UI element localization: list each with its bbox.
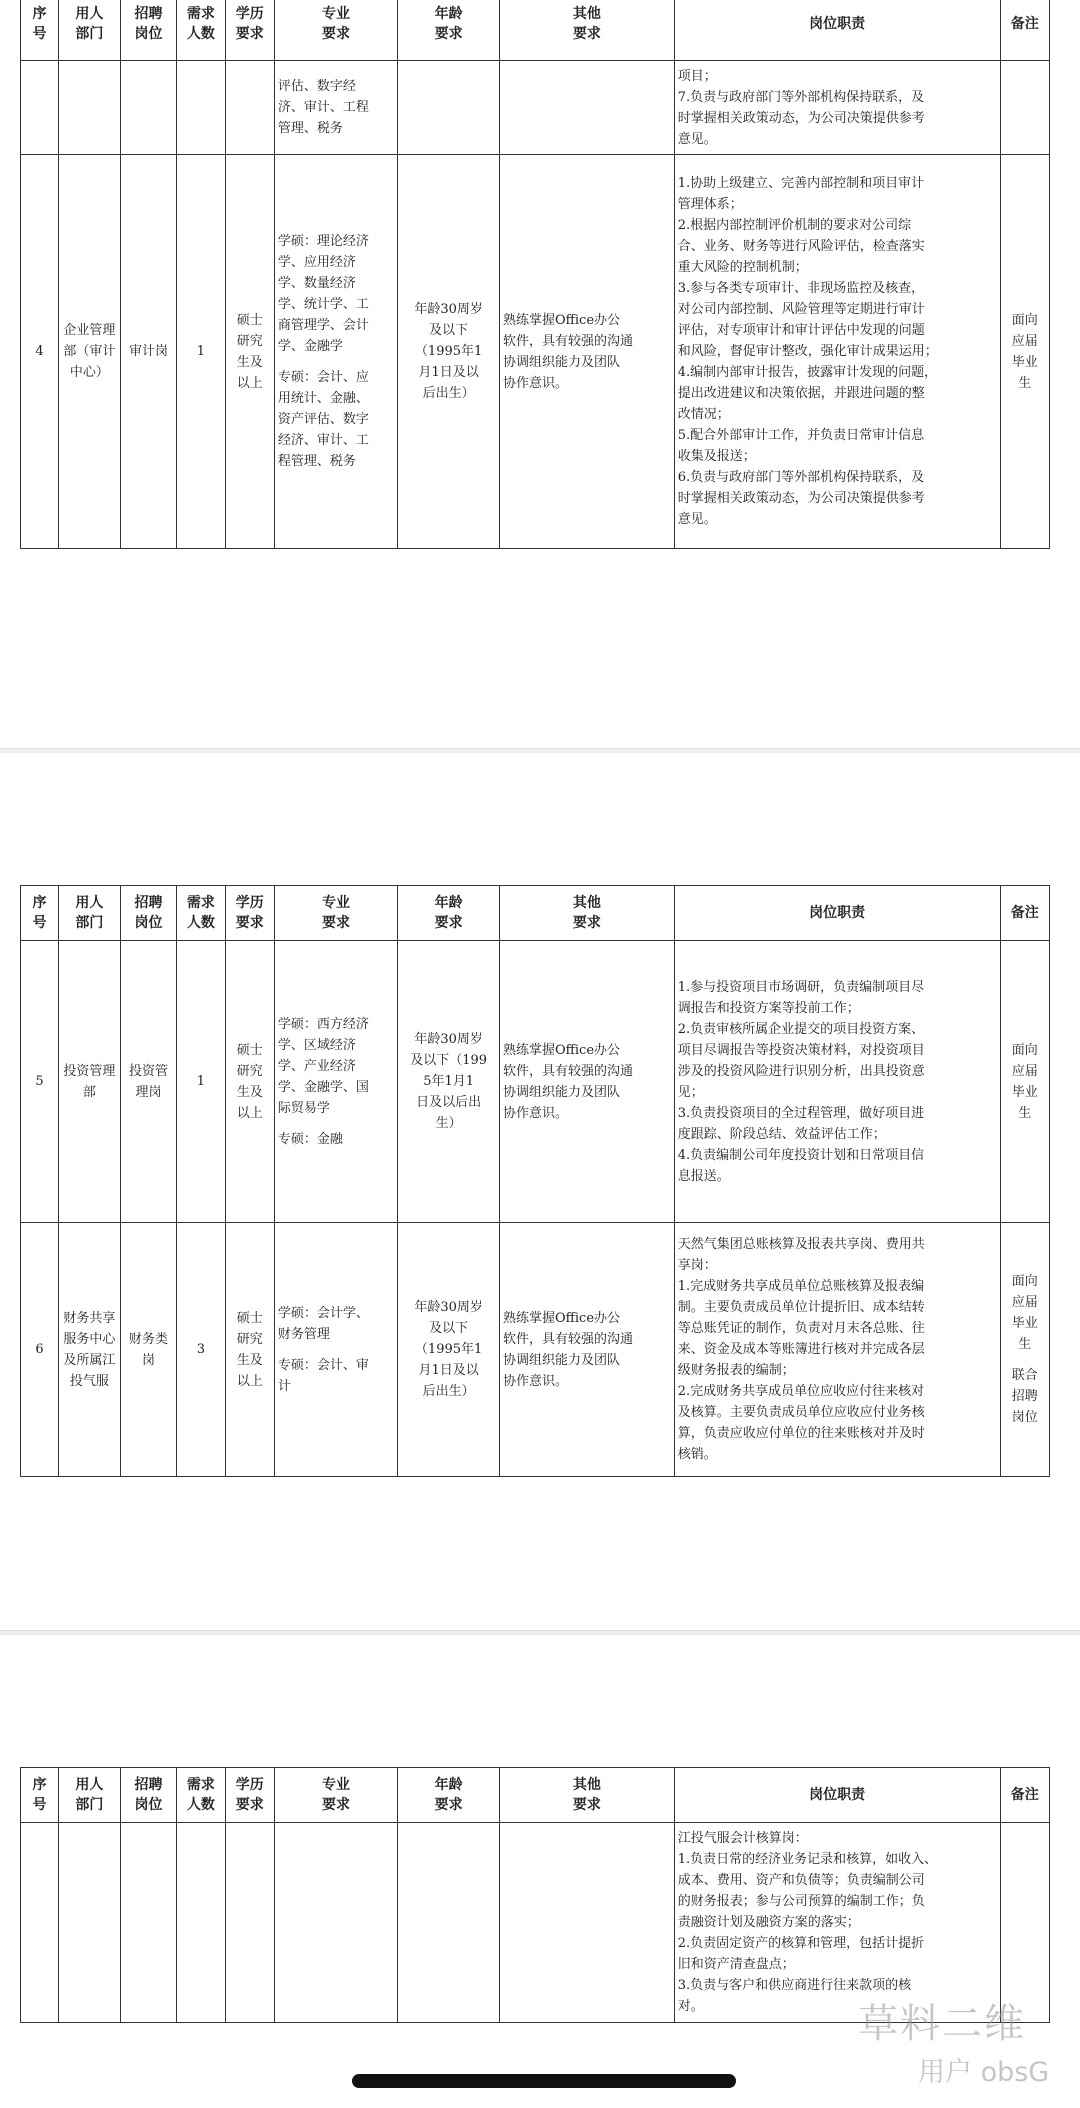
header-age: 年龄 要求 <box>398 0 500 61</box>
text-line: 熟练掌握Office办公 <box>502 312 621 328</box>
text-line: 1.参与投资项目市场调研，负责编制项目尽 <box>677 979 925 995</box>
header-count: 需求 人数 <box>177 1768 225 1823</box>
cell-post <box>120 941 177 1223</box>
table-header-row <box>21 886 1050 941</box>
text-line: 熟练掌握Office办公 <box>502 1042 621 1058</box>
header-note: 备注 <box>1000 886 1049 941</box>
cell-no <box>21 1823 59 2023</box>
text-line: 协调组织能力及团队 <box>502 1352 620 1368</box>
text-line: 收集及报送； <box>677 449 756 464</box>
text-line: 提出改进建议和决策依据，并跟进问题的整 <box>677 386 925 401</box>
text-line: 年龄30周岁 <box>414 1032 483 1047</box>
text-line: 协调组织能力及团队 <box>502 1084 620 1100</box>
cell-count: 1 <box>177 941 225 1223</box>
text-line: 改情况； <box>677 407 730 422</box>
text-line: 中心） <box>69 365 109 380</box>
cell-no <box>21 61 59 155</box>
text-line: 计 <box>277 1378 291 1394</box>
text-line: 年龄30周岁 <box>414 302 483 317</box>
text-line: 项目； <box>677 68 717 84</box>
cell-age <box>398 61 500 155</box>
cell-edu <box>225 61 274 155</box>
text-line: 招聘 <box>1011 1389 1038 1404</box>
header-dept: 用人 部门 <box>59 0 121 61</box>
cell-duty <box>674 61 1000 155</box>
text-line: 协作意识。 <box>502 375 568 391</box>
text-line: 江投气服会计核算岗： <box>677 1831 808 1846</box>
line-gap <box>278 1345 394 1355</box>
text-line: 应届 <box>1011 1063 1038 1079</box>
cell-no: 6 <box>21 1223 59 1477</box>
text-line: 学、数量经济 <box>277 276 356 291</box>
text-line: 3.负责与客户和供应商进行往来款项的核 <box>677 1978 912 1993</box>
text-line: 2.完成财务共享成员单位应收应付往来核对 <box>677 1384 925 1399</box>
text-line: 生及 <box>236 354 263 370</box>
text-line: 合、业务、财务等进行风险评估，检查落实 <box>677 239 925 254</box>
text-line: 4.负责编制公司年度投资计划和日常项目信 <box>677 1147 925 1163</box>
text-line: 3.参与各类专项审计、非现场监控及核查， <box>677 281 925 296</box>
text-line: 学硕：理论经济 <box>277 234 369 249</box>
text-line: 涉及的投资风险进行识别分析，出具投资意 <box>677 1063 925 1079</box>
text-line: 级财务报表的编制； <box>677 1363 795 1378</box>
text-line: 专硕：会计、审 <box>277 1357 369 1373</box>
text-line: 际贸易学 <box>277 1100 330 1116</box>
table-row-continued <box>21 61 1050 155</box>
text-line: 4.编制内部审计报告，披露审计发现的问题， <box>677 365 938 380</box>
text-line: 后出生） <box>422 386 475 401</box>
header-post: 招聘 岗位 <box>120 886 177 941</box>
text-line: 后出生） <box>422 1384 475 1399</box>
text-line: 时掌握相关政策动态，为公司决策提供参考 <box>677 110 925 126</box>
cell-major <box>274 1823 397 2023</box>
recruitment-table-page-2 <box>20 885 1050 1477</box>
text-line: 意见。 <box>677 131 717 147</box>
text-line: 财务管理 <box>277 1326 330 1342</box>
text-line: 硕士 <box>236 1310 263 1326</box>
text-line: 毕业 <box>1011 1316 1038 1331</box>
document-page-1 <box>0 0 1080 748</box>
text-line: 协调组织能力及团队 <box>502 354 620 370</box>
text-line: 用统计、金融、 <box>277 391 369 406</box>
cell-major <box>274 61 397 155</box>
text-line: 生） <box>435 1116 462 1131</box>
text-line: 熟练掌握Office办公 <box>502 1310 621 1326</box>
text-line: 专硕：会计、应 <box>277 370 369 385</box>
cell-note <box>1000 1223 1049 1477</box>
text-line: 研究 <box>236 1063 263 1079</box>
text-line: 岗位 <box>1011 1410 1038 1425</box>
cell-no: 5 <box>21 941 59 1223</box>
text-line: 服务中心 <box>63 1331 116 1347</box>
document-page-2 <box>0 753 1080 1630</box>
home-indicator-bar[interactable] <box>352 2074 736 2088</box>
header-major: 专业 要求 <box>274 886 397 941</box>
text-line: 生及 <box>236 1084 263 1100</box>
cell-edu <box>225 155 274 549</box>
text-line: 息报送。 <box>677 1168 730 1184</box>
text-line: 及所属江 <box>63 1352 116 1368</box>
text-line: 以上 <box>236 375 263 391</box>
text-line: 2.负责审核所属企业提交的项目投资方案、 <box>677 1021 925 1037</box>
text-line: 协作意识。 <box>502 1373 568 1389</box>
text-line: 部（审计 <box>63 344 116 359</box>
header-duty: 岗位职责 <box>674 0 1000 61</box>
cell-major <box>274 155 397 549</box>
text-line: 济、审计、工程 <box>277 100 369 115</box>
text-line: 生 <box>1018 1337 1032 1352</box>
text-line: 1.负责日常的经济业务记录和核算，如收入、 <box>677 1852 938 1867</box>
text-line: 2.负责固定资产的核算和管理，包括计提折 <box>677 1936 925 1951</box>
header-dept: 用人 部门 <box>59 886 121 941</box>
cell-dept <box>59 1823 121 2023</box>
text-line: 制。主要负责成员单位计提折旧、成本结转 <box>677 1300 925 1315</box>
table-header-row <box>21 0 1050 61</box>
cell-edu <box>225 1823 274 2023</box>
text-line: 1.协助上级建立、完善内部控制和项目审计 <box>677 176 925 191</box>
text-line: 3.负责投资项目的全过程管理，做好项目进 <box>677 1105 925 1121</box>
table-row-5 <box>21 941 1050 1223</box>
text-line: 财务类 <box>128 1331 168 1347</box>
cell-post <box>120 1823 177 2023</box>
cell-count: 3 <box>177 1223 225 1477</box>
text-line: 2.根据内部控制评价机制的要求对公司综 <box>677 218 912 233</box>
text-line: 年龄30周岁 <box>414 1300 483 1315</box>
text-line: 7.负责与政府部门等外部机构保持联系，及 <box>677 89 925 105</box>
text-line: 专硕：金融 <box>277 1131 343 1147</box>
text-line: 面向 <box>1011 1042 1038 1058</box>
header-duty: 岗位职责 <box>674 1768 1000 1823</box>
cell-dept <box>59 61 121 155</box>
text-line: 意见。 <box>677 512 717 527</box>
cell-age <box>398 1823 500 2023</box>
text-line: 对。 <box>677 1999 704 2014</box>
cell-major <box>274 1223 397 1477</box>
text-line: 软件，具有较强的沟通 <box>502 1331 633 1347</box>
text-line: 管理体系； <box>677 197 743 212</box>
cell-other <box>499 61 674 155</box>
text-line: 6.负责与政府部门等外部机构保持联系，及 <box>677 470 925 485</box>
text-line: 享岗： <box>677 1258 717 1273</box>
header-dept: 用人 部门 <box>59 1768 121 1823</box>
text-line: 硕士 <box>236 312 263 328</box>
header-post: 招聘 岗位 <box>120 1768 177 1823</box>
text-line: 毕业 <box>1011 1084 1038 1100</box>
header-other: 其他 要求 <box>499 886 674 941</box>
text-line: 等总账凭证的制作，负责对月末各总账、往 <box>677 1321 925 1336</box>
text-line: 企业管理 <box>63 323 116 338</box>
header-count: 需求 人数 <box>177 886 225 941</box>
header-no: 序 号 <box>21 1768 59 1823</box>
header-note: 备注 <box>1000 0 1049 61</box>
cell-count <box>177 61 225 155</box>
text-line: 算，负责应收应付单位的往来账核对并及时 <box>677 1426 925 1441</box>
text-line: 评估，对专项审计和审计评估中发现的问题 <box>677 323 925 338</box>
text-line: 核销。 <box>677 1447 717 1462</box>
text-line: 联合 <box>1011 1368 1038 1383</box>
text-line: 岗 <box>141 1352 155 1368</box>
cell-dept <box>59 155 121 549</box>
text-line: 学硕：西方经济 <box>277 1016 369 1032</box>
cell-post <box>120 1223 177 1477</box>
text-line: 软件，具有较强的沟通 <box>502 333 633 349</box>
watermark-user-text: 用户 obsG <box>918 2057 1050 2088</box>
text-line: 部 <box>82 1084 96 1100</box>
recruitment-table-page-3 <box>20 1767 1050 2023</box>
table-row-6 <box>21 1223 1050 1477</box>
text-line: 5年1月1 <box>423 1074 475 1089</box>
text-line: 管理、税务 <box>277 121 343 136</box>
text-line: 日及以后出 <box>416 1095 482 1110</box>
text-line: 软件，具有较强的沟通 <box>502 1063 633 1079</box>
text-line: 对公司内部控制、风险管理等定期进行审计 <box>677 302 925 317</box>
header-major: 专业 要求 <box>274 0 397 61</box>
text-line: 投气服 <box>69 1373 109 1389</box>
text-line: 应届 <box>1011 333 1038 349</box>
text-line: 的财务报表；参与公司预算的编制工作；负 <box>677 1894 925 1909</box>
header-count: 需求 人数 <box>177 0 225 61</box>
cell-other <box>499 941 674 1223</box>
cell-note <box>1000 155 1049 549</box>
text-line: 月1日及以 <box>418 1363 479 1378</box>
text-line: 学、统计学、工 <box>277 297 369 312</box>
header-major: 专业 要求 <box>274 1768 397 1823</box>
text-line: 资产评估、数字 <box>277 412 369 427</box>
text-line: 重大风险的控制机制； <box>677 260 808 275</box>
text-line: （1995年1 <box>414 1342 483 1357</box>
cell-count <box>177 1823 225 2023</box>
text-line: 1.完成财务共享成员单位总账核算及报表编 <box>677 1279 925 1294</box>
cell-post: 审计岗 <box>120 155 177 549</box>
cell-other <box>499 155 674 549</box>
text-line: 责融资计划及融资方案的落实； <box>677 1915 860 1930</box>
text-line: 成本、费用、资产和负债等；负责编制公司 <box>677 1873 925 1888</box>
header-duty: 岗位职责 <box>674 886 1000 941</box>
cell-dept <box>59 941 121 1223</box>
text-line: 及以下 <box>429 323 469 338</box>
cell-major <box>274 941 397 1223</box>
text-line: 以上 <box>236 1373 263 1389</box>
table-row-4 <box>21 155 1050 549</box>
text-line: 生及 <box>236 1352 263 1368</box>
cell-no: 4 <box>21 155 59 549</box>
cell-duty <box>674 941 1000 1223</box>
text-line: 来、资金及成本等账簿进行核对并完成各层 <box>677 1342 925 1357</box>
text-line: 程管理、税务 <box>277 454 356 469</box>
cell-other <box>499 1823 674 2023</box>
text-line: 评估、数字经 <box>277 79 356 94</box>
text-line: 财务共享 <box>63 1310 116 1326</box>
text-line: 调报告和投资方案等投前工作； <box>677 1000 860 1016</box>
recruitment-table-page-1 <box>20 0 1050 549</box>
cell-count: 1 <box>177 155 225 549</box>
cell-other <box>499 1223 674 1477</box>
text-line: 见； <box>677 1084 704 1100</box>
text-line: 面向 <box>1011 1274 1038 1289</box>
text-line: 协作意识。 <box>502 1105 568 1121</box>
cell-duty <box>674 1223 1000 1477</box>
cell-edu <box>225 941 274 1223</box>
header-post: 招聘 岗位 <box>120 0 177 61</box>
text-line: 旧和资产清查盘点； <box>677 1957 795 1972</box>
cell-age <box>398 155 500 549</box>
text-line: 以上 <box>236 1105 263 1121</box>
text-line: 投资管理 <box>63 1063 116 1079</box>
table-header-row <box>21 1768 1050 1823</box>
text-line: 商管理学、会计 <box>277 318 369 333</box>
text-line: 及以下 <box>429 1321 469 1336</box>
header-other: 其他 要求 <box>499 0 674 61</box>
text-line: 及以下（199 <box>410 1053 488 1068</box>
text-line: 天然气集团总账核算及报表共享岗、费用共 <box>677 1237 925 1252</box>
header-age: 年龄 要求 <box>398 1768 500 1823</box>
header-edu: 学历 要求 <box>225 886 274 941</box>
cell-duty <box>674 155 1000 549</box>
text-line: 经济、审计、工 <box>277 433 369 448</box>
text-line: 面向 <box>1011 312 1038 328</box>
text-line: 学、应用经济 <box>277 255 356 270</box>
text-line: 和风险，督促审计整改，强化审计成果运用； <box>677 344 938 359</box>
text-line: 5.配合外部审计工作，并负责日常审计信息 <box>677 428 925 443</box>
text-line: 投资管 <box>128 1063 168 1079</box>
text-line: 度跟踪、阶段总结、效益评估工作； <box>677 1126 886 1142</box>
text-line: 毕业 <box>1011 354 1038 370</box>
text-line: 研究 <box>236 1331 263 1347</box>
text-line: 硕士 <box>236 1042 263 1058</box>
text-line: 应届 <box>1011 1295 1038 1310</box>
cell-note <box>1000 941 1049 1223</box>
text-line: 生 <box>1018 1105 1032 1121</box>
text-line: 学、产业经济 <box>277 1058 356 1074</box>
text-line: （1995年1 <box>414 344 483 359</box>
header-edu: 学历 要求 <box>225 1768 274 1823</box>
header-age: 年龄 要求 <box>398 886 500 941</box>
header-no: 序 号 <box>21 886 59 941</box>
header-no: 序 号 <box>21 0 59 61</box>
watermark-logo-text: 草料二维 <box>858 2001 1026 2047</box>
text-line: 理岗 <box>135 1084 162 1100</box>
text-line: 学、金融学、国 <box>277 1079 369 1095</box>
text-line: 月1日及以 <box>418 365 479 380</box>
cell-edu <box>225 1223 274 1477</box>
text-line: 生 <box>1018 375 1032 391</box>
header-edu: 学历 要求 <box>225 0 274 61</box>
text-line: 时掌握相关政策动态，为公司决策提供参考 <box>677 491 925 506</box>
text-line: 及核算。主要负责成员单位应收应付业务核 <box>677 1405 925 1420</box>
header-other: 其他 要求 <box>499 1768 674 1823</box>
header-note: 备注 <box>1000 1768 1049 1823</box>
text-line: 学、区域经济 <box>277 1037 356 1053</box>
cell-age <box>398 941 500 1223</box>
text-line: 学、金融学 <box>277 339 343 354</box>
text-line: 学硕：会计学、 <box>277 1305 369 1321</box>
cell-dept <box>59 1223 121 1477</box>
text-line: 研究 <box>236 333 263 349</box>
text-line: 项目尽调报告等投资决策材料，对投资项目 <box>677 1042 925 1058</box>
line-gap <box>278 1119 394 1129</box>
cell-age <box>398 1223 500 1477</box>
cell-post <box>120 61 177 155</box>
cell-note <box>1000 61 1049 155</box>
line-gap <box>1004 1355 1046 1365</box>
line-gap <box>278 357 394 367</box>
